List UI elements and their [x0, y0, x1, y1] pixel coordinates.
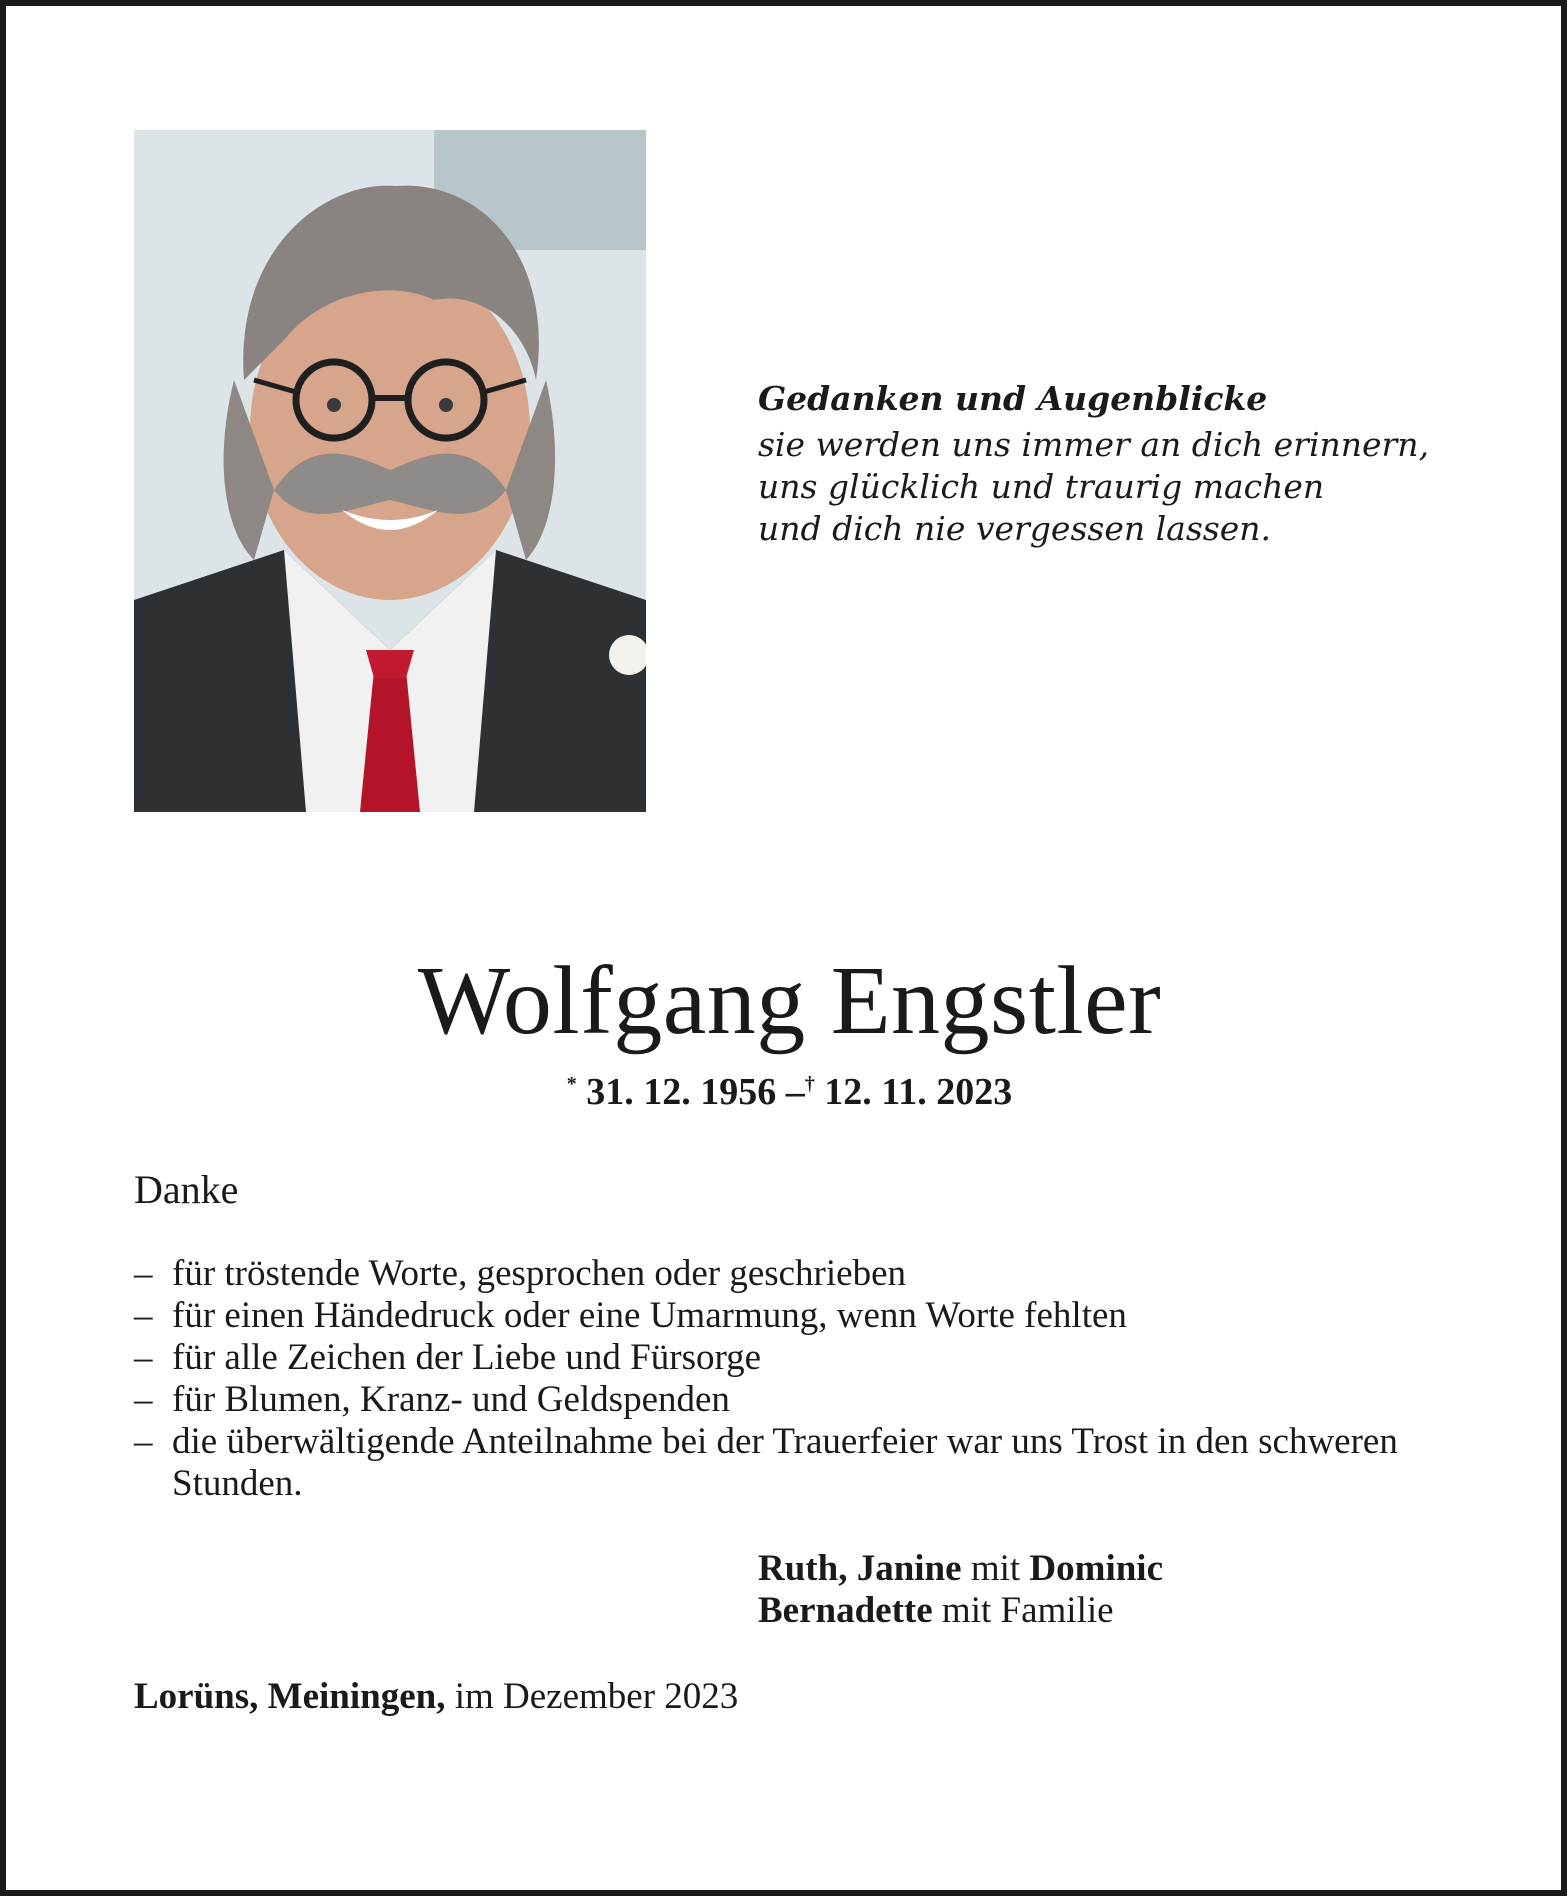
list-item — [134, 1379, 1474, 1421]
list-item — [134, 1421, 1474, 1505]
list-item-text: für Blumen, Kranz- und Geldspenden — [172, 1379, 730, 1420]
place-date — [134, 1676, 738, 1718]
signer-connector: mit — [970, 1548, 1021, 1589]
signer-connector: mit Familie — [941, 1590, 1114, 1631]
list-item-text: die überwältigende Anteilnahme bei der Trauerfeier war uns Trost in den schweren Stunden. — [172, 1421, 1398, 1504]
signer-names: Dominic — [1029, 1548, 1164, 1589]
poem-title: Gedanken und Augenblicke — [758, 379, 1268, 418]
signers-line — [758, 1590, 1163, 1632]
death-date: 12. 11. 2023 — [824, 1071, 1013, 1113]
list-item — [134, 1253, 1474, 1295]
list-dash: – — [134, 1337, 153, 1378]
list-dash: – — [134, 1295, 153, 1336]
date-separator: – — [785, 1071, 805, 1113]
signer-names: Ruth, Janine — [758, 1548, 962, 1589]
deceased-name: Wolfgang Engstler — [417, 947, 1162, 1055]
list-item-text: für einen Händedruck oder eine Umarmung, wenn Worte fehlten — [172, 1295, 1127, 1336]
death-symbol: † — [804, 1073, 815, 1095]
place-month: im Dezember 2023 — [454, 1676, 739, 1717]
list-dash: – — [134, 1379, 153, 1420]
thanks-heading: Danke — [134, 1167, 239, 1212]
list-dash: – — [134, 1253, 153, 1294]
birth-date: 31. 12. 1956 — [586, 1071, 777, 1113]
list-item — [134, 1337, 1474, 1379]
signer-names: Bernadette — [758, 1590, 933, 1631]
poem-line: und dich nie vergessen lassen. — [758, 509, 1271, 548]
portrait-photo — [134, 130, 646, 812]
life-dates — [6, 1070, 1567, 1114]
list-item — [134, 1295, 1474, 1337]
thanks-list — [134, 1253, 1474, 1505]
list-dash: – — [134, 1421, 153, 1462]
poem-block — [758, 378, 1458, 550]
signers-block — [758, 1548, 1163, 1632]
portrait-illustration — [134, 130, 646, 812]
list-item-text: für alle Zeichen der Liebe und Fürsorge — [172, 1337, 762, 1378]
list-item-text: für tröstende Worte, gesprochen oder geschrieben — [172, 1253, 907, 1294]
poem-line: uns glücklich und traurig machen — [758, 467, 1325, 506]
signers-line — [758, 1548, 1163, 1590]
birth-symbol: * — [566, 1073, 577, 1095]
poem-line: sie werden uns immer an dich erinnern, — [758, 425, 1430, 464]
place-locations: Lorüns, Meiningen, — [134, 1676, 446, 1717]
